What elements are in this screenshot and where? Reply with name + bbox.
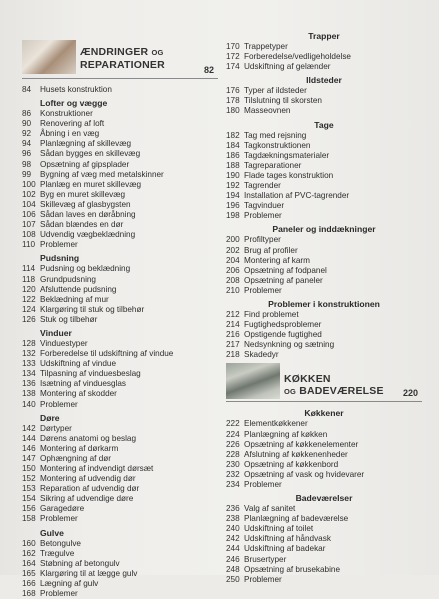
- toc-entry: [226, 450, 422, 460]
- toc-entry-title: Tilslutning til skorsten: [244, 96, 322, 106]
- toc-entry-page-number: 226: [226, 439, 240, 449]
- toc-entry: [22, 230, 218, 240]
- toc-entry-page-number: 140: [22, 399, 36, 409]
- toc-entry-title: Tagvinduer: [244, 201, 285, 211]
- toc-entry-page-number: 194: [226, 191, 240, 201]
- toc-entry-title: Planlægning af badeværelse: [244, 514, 349, 524]
- toc-entry-page-number: 134: [22, 369, 36, 379]
- toc-entry-title: Opsætning af vask og hvidevarer: [244, 469, 365, 479]
- toc-entry-page-number: 196: [226, 201, 240, 211]
- toc-entry-title: Trægulve: [40, 548, 75, 558]
- toc-entry-title: Nedsynkning og sætning: [244, 340, 335, 350]
- toc-entry: [22, 210, 218, 220]
- toc-entry-title: Tagrender: [244, 181, 281, 191]
- toc-entry-title: Opsætning af fodpanel: [244, 265, 327, 275]
- toc-entry-page-number: 180: [226, 106, 240, 116]
- toc-entry-title: Husets konstruktion: [40, 85, 112, 94]
- toc-entry: [226, 470, 422, 480]
- toc-entry: [22, 539, 218, 549]
- toc-entry-title: Sådan blændes en dør: [40, 220, 124, 230]
- toc-entry-page-number: 208: [226, 275, 240, 285]
- toc-entry: [22, 484, 218, 494]
- toc-entry-page-number: 174: [226, 62, 240, 72]
- toc-entry: [22, 264, 218, 274]
- toc-entry-title: Ophængning af dør: [40, 453, 112, 463]
- toc-entry-page-number: 164: [22, 558, 36, 568]
- toc-entry-title: Klargøring til stuk og tilbehør: [40, 304, 145, 314]
- toc-entry-title: Problemer: [40, 240, 78, 250]
- toc-entry-page-number: 152: [22, 474, 36, 484]
- toc-entry: [22, 109, 218, 119]
- toc-entry: [226, 555, 422, 565]
- toc-entry-title: Udskiftning af badekar: [244, 544, 326, 554]
- toc-entry-title: Konstruktioner: [40, 109, 93, 119]
- toc-entry: [226, 62, 422, 72]
- section-title-og: OG: [284, 387, 297, 397]
- right-column: [226, 28, 422, 585]
- toc-entry: [226, 419, 422, 429]
- toc-entry-title: Planlæg en muret skillevæg: [40, 179, 142, 189]
- toc-entry-page-number: 132: [22, 349, 36, 359]
- toc-entry: [22, 220, 218, 230]
- toc-entry-page-number: 246: [226, 554, 240, 564]
- toc-entry-title: Stuk og tilbehør: [40, 314, 98, 324]
- toc-entry-title: Udskiftning af vindue: [40, 359, 117, 369]
- toc-entry-page-number: 136: [22, 379, 36, 389]
- toc-entry-title: Fugtighedsproblemer: [244, 320, 322, 330]
- toc-entry-title: Problemer: [40, 399, 78, 409]
- toc-entry-page-number: 118: [22, 274, 36, 284]
- toc-entry: [22, 359, 218, 369]
- toc-entry-title: Forberedelse/vedligeholdelse: [244, 52, 351, 62]
- toc-entry-title: Bygning af væg med metalskinner: [40, 169, 164, 179]
- toc-entry-page-number: 99: [22, 169, 32, 179]
- toc-entry-title: Opsætning af paneler: [244, 275, 323, 285]
- toc-entry-page-number: 153: [22, 484, 36, 494]
- toc-entry-page-number: 98: [22, 159, 32, 169]
- toc-entry: [22, 275, 218, 285]
- toc-entry: [226, 350, 422, 360]
- toc-entry: [22, 454, 218, 464]
- section-title: [80, 46, 165, 71]
- toc-entry-page-number: 107: [22, 220, 36, 230]
- toc-entry-page-number: 108: [22, 230, 36, 240]
- toc-entry-title: Grundpudsning: [40, 274, 96, 284]
- toc-entry: [22, 85, 218, 95]
- toc-entry: [226, 235, 422, 245]
- toc-entry: [22, 424, 218, 434]
- toc-entry-page-number: 230: [226, 459, 240, 469]
- toc-entry-page-number: 170: [226, 42, 240, 51]
- toc-entry: [22, 400, 218, 410]
- toc-entry-page-number: 110: [22, 240, 36, 250]
- toc-entry-page-number: 204: [226, 255, 240, 265]
- toc-entry: [22, 285, 218, 295]
- toc-entry-page-number: 234: [226, 480, 240, 489]
- toc-category-heading: Trapper: [308, 31, 340, 41]
- toc-entry-title: Brug af profiler: [244, 245, 298, 255]
- section-title-line1: KØKKEN: [284, 373, 331, 386]
- toc-entry: [226, 575, 422, 585]
- toc-entry: [22, 559, 218, 569]
- toc-entry-page-number: 200: [226, 235, 240, 245]
- toc-entry: [226, 330, 422, 340]
- toc-entry-page-number: 150: [22, 464, 36, 473]
- toc-category-heading: Pudsning: [40, 253, 80, 264]
- toc-entry: [226, 191, 422, 201]
- toc-entry-page-number: 166: [22, 578, 36, 588]
- toc-entry-title: Betongulve: [40, 538, 81, 548]
- toc-category-heading: Tage: [314, 119, 334, 130]
- toc-entry-page-number: 147: [22, 453, 36, 463]
- toc-entry-page-number: 168: [22, 589, 36, 599]
- toc-entry: [226, 141, 422, 151]
- toc-entry-title: Isætning af vinduesglas: [40, 379, 127, 389]
- toc-entry: [22, 389, 218, 399]
- toc-entry-page-number: 250: [226, 574, 240, 584]
- left-column: [22, 40, 218, 599]
- toc-entry: [226, 201, 422, 211]
- toc-entry: [226, 480, 422, 490]
- toc-entry-page-number: 232: [226, 469, 240, 479]
- section-thumbnail-image: [22, 40, 76, 74]
- toc-entry-page-number: 92: [22, 129, 32, 139]
- toc-entry-page-number: 90: [22, 119, 32, 129]
- toc-entry-title: Beklædning af mur: [40, 294, 109, 304]
- toc-entry-title: Udskiftning af håndvask: [244, 534, 331, 544]
- toc-entry-title: Flade tages konstruktion: [244, 170, 334, 180]
- toc-entry-title: Problemer: [40, 514, 78, 524]
- toc-entry-page-number: 128: [22, 338, 36, 348]
- toc-entry: [226, 276, 422, 286]
- toc-entry-title: Profiltyper: [244, 235, 281, 245]
- toc-entry-page-number: 184: [226, 140, 240, 150]
- toc-category-heading: Gulve: [40, 527, 64, 538]
- toc-entry: [22, 444, 218, 454]
- toc-entry-title: Dørtyper: [40, 423, 72, 433]
- toc-entry-page-number: 172: [226, 52, 240, 62]
- toc-entry: [226, 131, 422, 141]
- section-header-koekken: [226, 363, 422, 402]
- toc-category-heading: Lofter og vægge: [40, 98, 108, 109]
- toc-entry: [22, 549, 218, 559]
- toc-entry-title: Forberedelse til udskiftning af vindue: [40, 349, 174, 359]
- toc-entry-page-number: 100: [22, 179, 36, 189]
- toc-entry-page-number: 142: [22, 423, 36, 433]
- toc-entry-page-number: 144: [22, 433, 36, 443]
- toc-entry-page-number: 182: [226, 130, 240, 140]
- toc-entry-title: Opsætning af gipsplader: [40, 159, 130, 169]
- toc-entry-page-number: 188: [226, 160, 240, 170]
- toc-entry: [22, 464, 218, 474]
- toc-entry: [22, 349, 218, 359]
- toc-entry-page-number: 214: [226, 320, 240, 330]
- toc-entry-title: Problemer: [40, 589, 78, 599]
- toc-entry-page-number: 242: [226, 534, 240, 544]
- toc-entry: [226, 430, 422, 440]
- toc-entry-page-number: 114: [22, 264, 36, 274]
- toc-entry: [226, 534, 422, 544]
- toc-entry: [22, 240, 218, 250]
- toc-entry-title: Åbning i en væg: [40, 129, 100, 139]
- toc-entry-title: Opsætning af brusekabine: [244, 564, 341, 574]
- toc-entry: [22, 434, 218, 444]
- toc-entry-title: Vinduestyper: [40, 338, 88, 348]
- toc-entry-page-number: 186: [226, 150, 240, 160]
- toc-entry-page-number: 217: [226, 340, 240, 350]
- toc-entry-title: Garagedøre: [40, 504, 85, 514]
- toc-entry: [22, 474, 218, 484]
- toc-entry: [226, 320, 422, 330]
- toc-category-heading: Paneler og inddækninger: [272, 224, 376, 235]
- toc-entry: [22, 119, 218, 129]
- toc-entry-page-number: 102: [22, 189, 36, 199]
- toc-entry-title: Tag med rejsning: [244, 130, 307, 140]
- toc-entry-title: Renovering af loft: [40, 119, 105, 129]
- toc-entry-page-number: 218: [226, 350, 240, 360]
- toc-entry-title: Planlægning af skillevæg: [40, 139, 132, 149]
- toc-entry-page-number: 210: [226, 285, 240, 295]
- toc-entry-title: Dørens anatomi og beslag: [40, 433, 137, 443]
- toc-entry-page-number: 154: [22, 494, 36, 504]
- toc-entry: [226, 565, 422, 575]
- toc-entry-page-number: 202: [226, 245, 240, 255]
- toc-entry-title: Problemer: [244, 285, 282, 295]
- toc-entry: [22, 494, 218, 504]
- toc-list-right-top: [226, 31, 422, 360]
- toc-entry: [22, 579, 218, 589]
- toc-entry-page-number: 146: [22, 443, 36, 453]
- toc-entry-title: Typer af ildsteder: [244, 86, 307, 96]
- toc-entry-title: Trappetyper: [244, 42, 288, 51]
- toc-entry-page-number: 176: [226, 86, 240, 96]
- toc-entry-page-number: 138: [22, 389, 36, 399]
- toc-entry: [226, 310, 422, 320]
- toc-entry-title: Opstigende fugtighed: [244, 330, 322, 340]
- toc-entry-title: Sådan bygges en skillevæg: [40, 149, 141, 159]
- toc-entry: [226, 161, 422, 171]
- toc-entry: [22, 315, 218, 325]
- toc-entry-page-number: 96: [22, 149, 32, 159]
- section-thumbnail-image: [226, 363, 280, 399]
- toc-entry: [226, 96, 422, 106]
- toc-category-heading: Døre: [40, 412, 60, 423]
- toc-entry: [22, 514, 218, 524]
- toc-entry-title: Skadedyr: [244, 350, 279, 360]
- toc-entry: [226, 86, 422, 96]
- toc-entry-page-number: 158: [22, 514, 36, 524]
- toc-entry-title: Opsætning af køkkenelementer: [244, 439, 359, 449]
- toc-entry-page-number: 244: [226, 544, 240, 554]
- toc-entry: [226, 246, 422, 256]
- section-title-line1: ÆNDRINGER: [80, 46, 149, 58]
- toc-entry: [226, 340, 422, 350]
- toc-entry: [226, 266, 422, 276]
- toc-entry: [22, 305, 218, 315]
- toc-entry-page-number: 216: [226, 330, 240, 340]
- toc-entry-page-number: 124: [22, 304, 36, 314]
- toc-category-heading: Badeværelser: [295, 493, 353, 504]
- toc-entry-page-number: 236: [226, 504, 240, 514]
- toc-entry-title: Problemer: [244, 480, 282, 489]
- toc-entry: [22, 129, 218, 139]
- toc-entry-page-number: 206: [226, 265, 240, 275]
- toc-entry-title: Problemer: [244, 574, 282, 584]
- toc-entry: [226, 171, 422, 181]
- toc-entry-title: Byg en muret skillevæg: [40, 189, 126, 199]
- toc-entry: [226, 544, 422, 554]
- toc-entry: [226, 440, 422, 450]
- toc-entry: [22, 170, 218, 180]
- toc-entry-title: Udskiftning af toilet: [244, 524, 314, 534]
- toc-entry-title: Skillevæg af glasbygsten: [40, 199, 131, 209]
- toc-entry-page-number: 156: [22, 504, 36, 514]
- toc-entry-title: Tagreparationer: [244, 160, 302, 170]
- toc-entry: [226, 514, 422, 524]
- toc-entry: [226, 286, 422, 296]
- toc-entry-page-number: 192: [226, 181, 240, 191]
- toc-entry: [22, 569, 218, 579]
- toc-entry: [226, 460, 422, 470]
- toc-entry-title: Udvendig vægbeklædning: [40, 230, 136, 240]
- toc-entry: [226, 504, 422, 514]
- toc-entry-title: Opsætning af køkkenbord: [244, 459, 339, 469]
- toc-entry-title: Montering af karm: [244, 255, 310, 265]
- toc-entry-title: Valg af sanitet: [244, 504, 296, 514]
- toc-entry-page-number: 190: [226, 170, 240, 180]
- toc-category-heading: Køkkener: [304, 408, 344, 419]
- toc-entry: [22, 504, 218, 514]
- toc-entry-page-number: 133: [22, 359, 36, 369]
- toc-entry-title: Tilpasning af vinduesbeslag: [40, 369, 141, 379]
- toc-entry-title: Klargøring til at lægge gulv: [40, 568, 138, 578]
- toc-entry-title: Montering af udvendig dør: [40, 474, 136, 484]
- section-header-aendringer: [22, 40, 218, 79]
- toc-entry-title: Tagkonstruktionen: [244, 140, 311, 150]
- toc-entry-page-number: 86: [22, 109, 32, 119]
- toc-entry: [22, 180, 218, 190]
- toc-entry-page-number: 126: [22, 314, 36, 324]
- toc-entry-page-number: 240: [226, 524, 240, 534]
- toc-entry-page-number: 224: [226, 429, 240, 439]
- toc-entry: [22, 160, 218, 170]
- toc-category-heading: Problemer i konstruktionen: [268, 298, 380, 309]
- toc-entry-page-number: 106: [22, 210, 36, 220]
- toc-entry-title: Montering af skodder: [40, 389, 117, 399]
- toc-entry: [226, 256, 422, 266]
- toc-entry: [22, 295, 218, 305]
- section-title-og: OG: [151, 48, 164, 57]
- toc-entry: [22, 149, 218, 159]
- toc-entry-title: Pudsning og beklædning: [40, 264, 131, 274]
- section-page-number: 82: [203, 65, 214, 75]
- toc-entry-title: Montering af dørkarm: [40, 443, 119, 453]
- toc-entry-title: Installation af PVC-tagrender: [244, 191, 350, 201]
- toc-entry-title: Reparation af udvendig dør: [40, 484, 140, 494]
- toc-entry-title: Find problemet: [244, 309, 299, 319]
- toc-entry: [22, 369, 218, 379]
- section-title-line2: REPARATIONER: [80, 59, 165, 71]
- toc-entry: [22, 139, 218, 149]
- toc-entry-title: Sikring af udvendige døre: [40, 494, 134, 504]
- toc-entry-title: Støbning af betongulv: [40, 558, 120, 568]
- toc-entry: [226, 524, 422, 534]
- toc-entry-title: Brusertyper: [244, 554, 287, 564]
- section-page-number: 220: [402, 388, 418, 399]
- toc-entry-page-number: 165: [22, 568, 36, 578]
- toc-entry: [22, 200, 218, 210]
- section-title: [284, 373, 384, 398]
- toc-entry: [22, 339, 218, 349]
- toc-entry-title: Problemer: [244, 211, 282, 221]
- toc-entry-title: Masseovnen: [244, 106, 291, 116]
- toc-entry-page-number: 248: [226, 564, 240, 574]
- toc-entry: [226, 181, 422, 191]
- toc-entry-page-number: 122: [22, 294, 36, 304]
- toc-entry-title: Elementkøkkener: [244, 419, 308, 429]
- toc-category-heading: Ildsteder: [306, 75, 342, 86]
- toc-entry-title: Lægning af gulv: [40, 578, 99, 588]
- toc-entry-page-number: 160: [22, 538, 36, 548]
- toc-entry-page-number: 212: [226, 309, 240, 319]
- toc-entry: [226, 52, 422, 62]
- toc-entry-title: Planlægning af køkken: [244, 429, 328, 439]
- toc-entry-title: Tagdækningsmaterialer: [244, 150, 330, 160]
- toc-entry: [226, 211, 422, 221]
- toc-entry-page-number: 94: [22, 139, 32, 149]
- toc-entry: [22, 379, 218, 389]
- toc-entry-title: Afslutning af køkkenenheder: [244, 449, 348, 459]
- toc-entry: [226, 42, 422, 52]
- toc-entry: [22, 589, 218, 599]
- toc-category-heading: Vinduer: [40, 327, 72, 338]
- toc-entry-page-number: 222: [226, 419, 240, 429]
- toc-entry-page-number: 104: [22, 199, 36, 209]
- toc-entry-page-number: 198: [226, 211, 240, 221]
- toc-entry: [226, 106, 422, 116]
- toc-entry-title: Afsluttende pudsning: [40, 284, 117, 294]
- toc-entry-page-number: 238: [226, 514, 240, 524]
- section-title-line2: BADEVÆRELSE: [299, 385, 384, 398]
- toc-entry-title: Sådan laves en døråbning: [40, 210, 136, 220]
- toc-entry-title: Udskiftning af gelænder: [244, 62, 331, 72]
- toc-entry-page-number: 228: [226, 449, 240, 459]
- toc-entry-page-number: 84: [22, 85, 32, 94]
- toc-list-right-bottom: [226, 408, 422, 584]
- toc-entry: [226, 151, 422, 161]
- toc-entry-page-number: 162: [22, 548, 36, 558]
- toc-entry-page-number: 120: [22, 284, 36, 294]
- toc-entry-title: Montering af indvendigt dørsæt: [40, 464, 154, 473]
- toc-list-left: [22, 85, 218, 599]
- toc-entry-page-number: 178: [226, 96, 240, 106]
- toc-entry: [22, 190, 218, 200]
